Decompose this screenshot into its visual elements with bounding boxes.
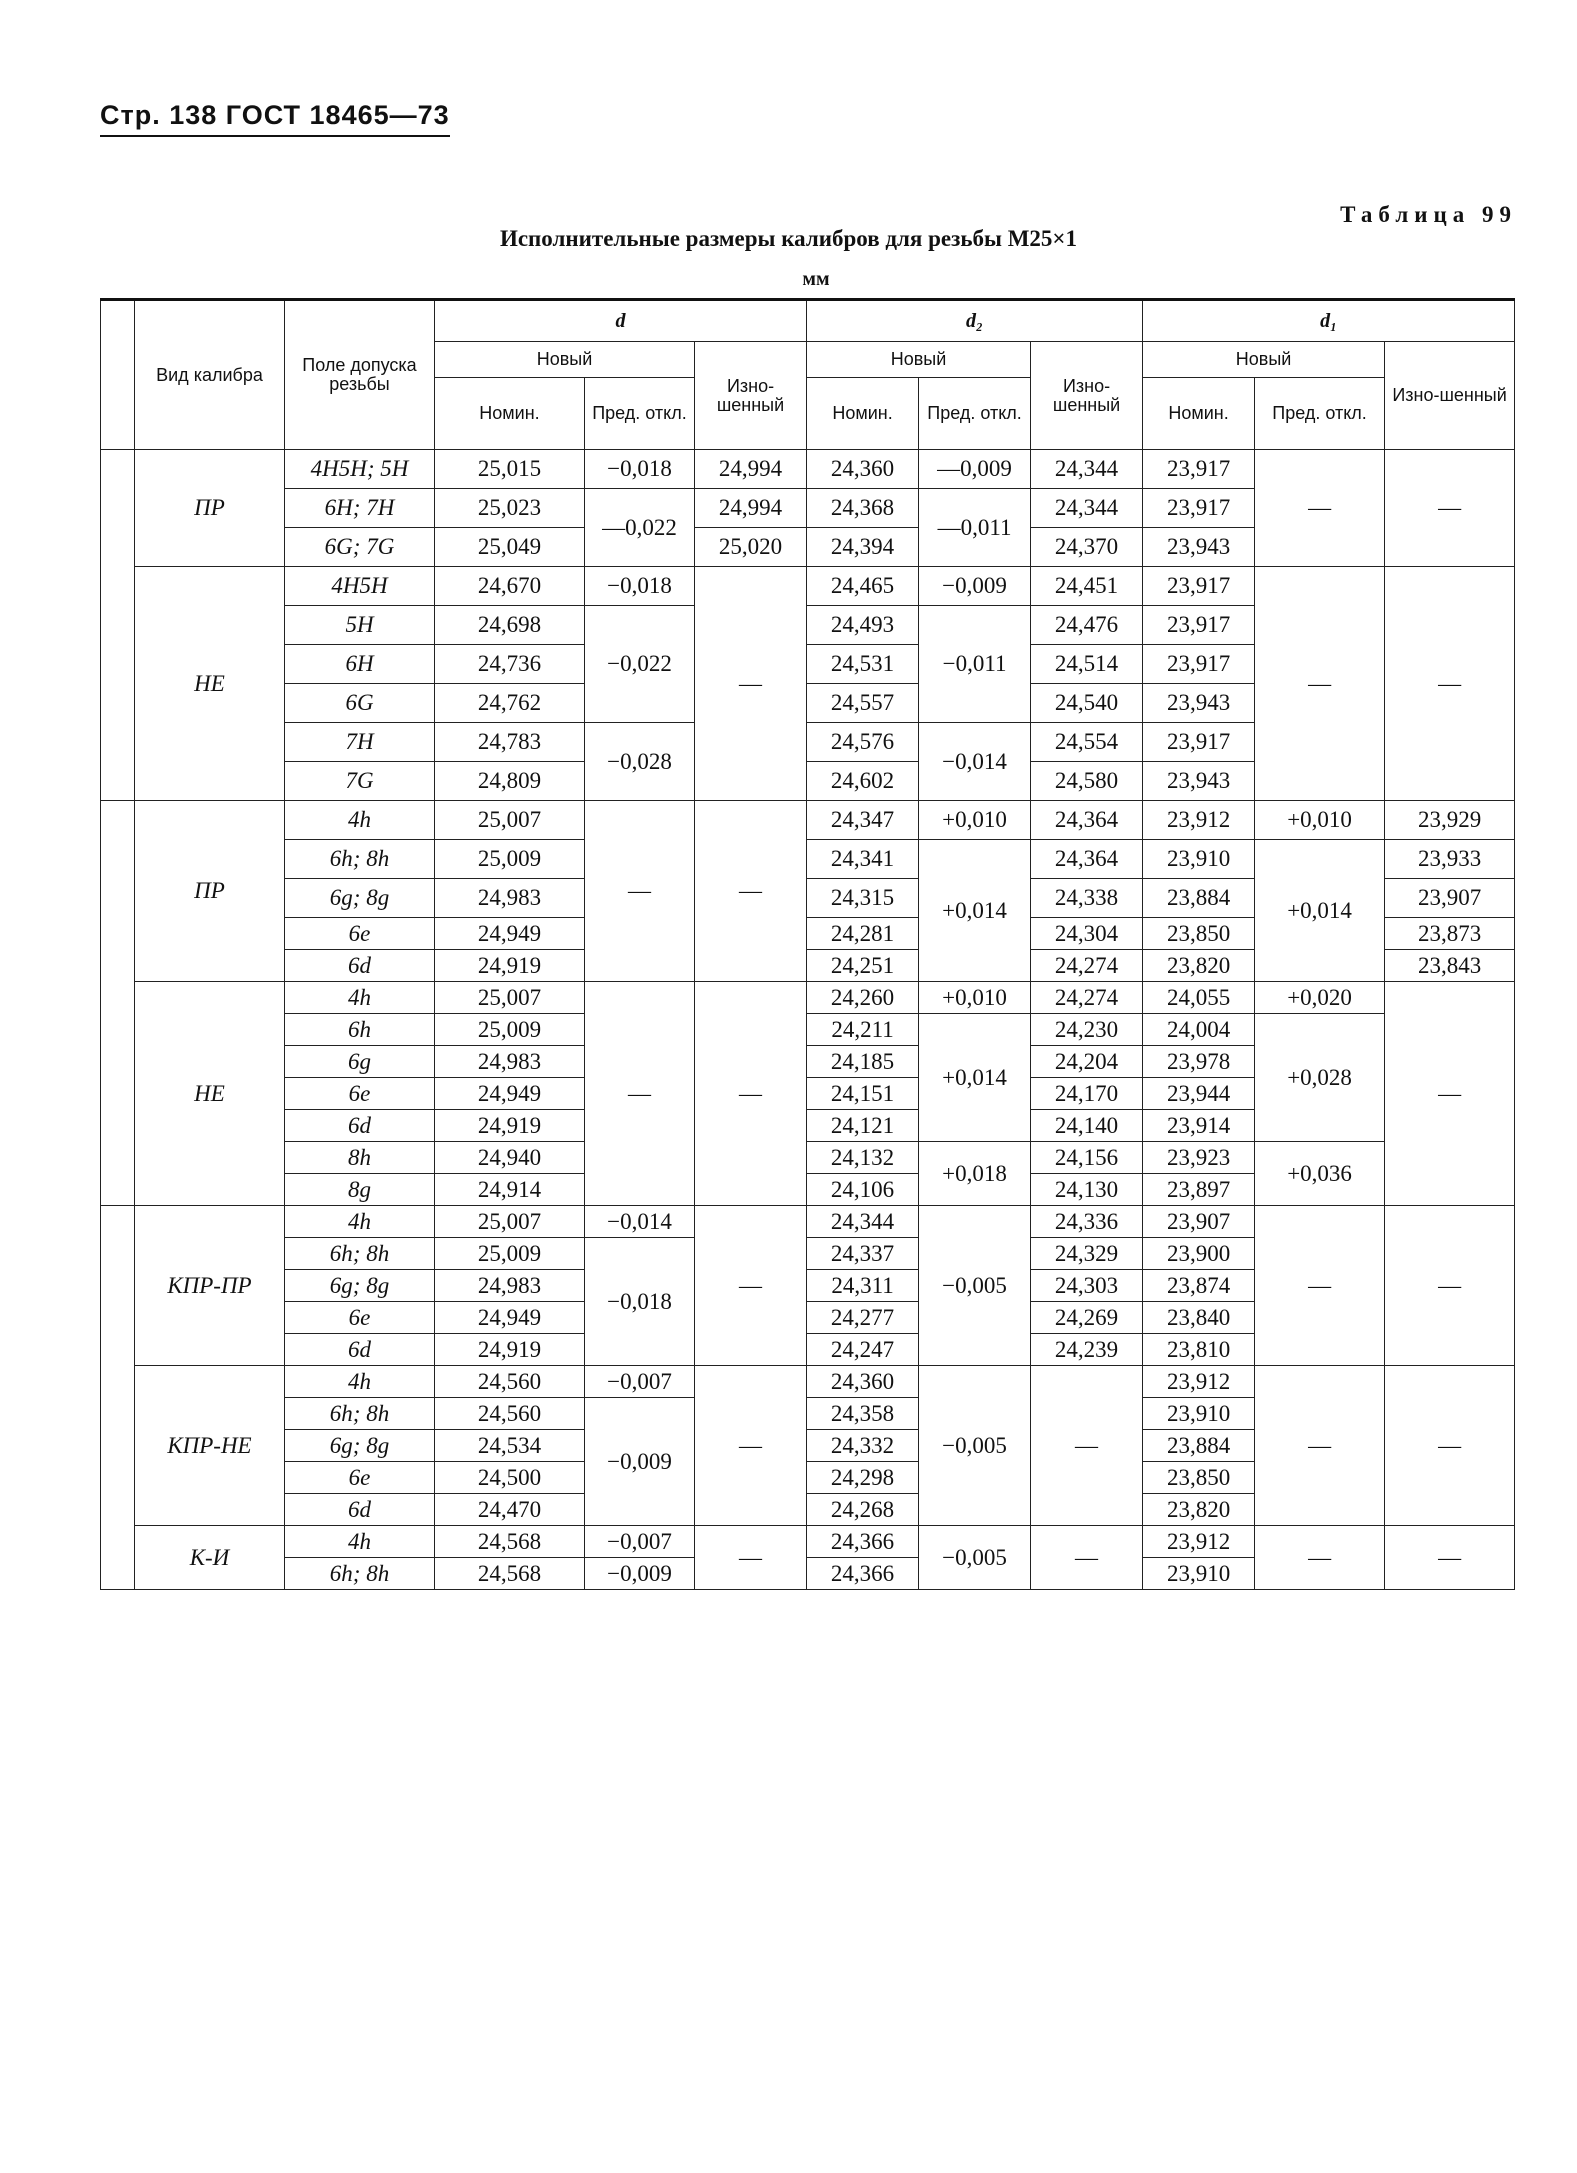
d-nominal-cell: 24,736	[435, 645, 585, 684]
d2-deviation-cell: +0,010	[919, 801, 1031, 840]
tolerance-cell: 6G; 7G	[285, 528, 435, 567]
tolerance-cell: 6e	[285, 918, 435, 950]
d-nominal-cell: 25,009	[435, 1238, 585, 1270]
d1-nominal-cell: 23,910	[1143, 1398, 1255, 1430]
units-label: мм	[802, 268, 830, 290]
d1-nominal-cell: 23,943	[1143, 528, 1255, 567]
d2-worn-cell: 24,451	[1031, 567, 1143, 606]
d2-worn-cell: 24,230	[1031, 1014, 1143, 1046]
d2-deviation-cell: —0,011	[919, 489, 1031, 567]
column-header-d1-deviation: Пред. откл.	[1255, 378, 1385, 450]
d2-nominal-cell: 24,337	[807, 1238, 919, 1270]
d1-nominal-cell: 23,910	[1143, 1558, 1255, 1590]
d1-nominal-cell: 23,897	[1143, 1174, 1255, 1206]
d1-nominal-cell: 23,850	[1143, 918, 1255, 950]
d1-nominal-cell: 23,850	[1143, 1462, 1255, 1494]
d1-nominal-cell: 23,917	[1143, 489, 1255, 528]
d-nominal-cell: 25,007	[435, 1206, 585, 1238]
column-header-d1-nominal: Номин.	[1143, 378, 1255, 450]
d2-nominal-cell: 24,344	[807, 1206, 919, 1238]
tolerance-cell: 6e	[285, 1462, 435, 1494]
column-header-d: d	[435, 300, 807, 342]
table-row	[101, 801, 1515, 840]
d2-worn-cell: 24,274	[1031, 950, 1143, 982]
d2-nominal-cell: 24,360	[807, 1366, 919, 1398]
group-label-rings	[101, 801, 135, 1206]
tolerance-cell: 6g; 8g	[285, 1430, 435, 1462]
d-nominal-cell: 25,015	[435, 450, 585, 489]
d-deviation-cell: —	[585, 982, 695, 1206]
d1-worn-cell: 23,873	[1385, 918, 1515, 950]
d2-nominal-cell: 24,151	[807, 1078, 919, 1110]
d2-deviation-cell: −0,014	[919, 723, 1031, 801]
d-worn-cell: 24,994	[695, 489, 807, 528]
d2-nominal-cell: 24,185	[807, 1046, 919, 1078]
d1-nominal-cell: 23,917	[1143, 645, 1255, 684]
d-deviation-cell: −0,018	[585, 1238, 695, 1366]
d1-deviation-cell: +0,036	[1255, 1142, 1385, 1206]
d-deviation-cell: −0,014	[585, 1206, 695, 1238]
d1-nominal-cell: 23,943	[1143, 684, 1255, 723]
d2-nominal-cell: 24,132	[807, 1142, 919, 1174]
d-nominal-cell: 24,670	[435, 567, 585, 606]
d-deviation-cell: −0,028	[585, 723, 695, 801]
tolerance-cell: 4h	[285, 801, 435, 840]
d1-nominal-cell: 23,912	[1143, 1366, 1255, 1398]
d2-nominal-cell: 24,557	[807, 684, 919, 723]
d2-deviation-cell: −0,005	[919, 1366, 1031, 1526]
d2-deviation-cell: −0,009	[919, 567, 1031, 606]
d-nominal-cell: 24,568	[435, 1526, 585, 1558]
gauge-type-ne: НЕ	[135, 567, 285, 801]
group-label-plugs	[101, 450, 135, 801]
d-worn-cell: —	[695, 1366, 807, 1526]
d2-nominal-cell: 24,268	[807, 1494, 919, 1526]
d1-nominal-cell: 23,810	[1143, 1334, 1255, 1366]
d1-deviation-cell: —	[1255, 567, 1385, 801]
d-nominal-cell: 24,560	[435, 1366, 585, 1398]
d2-worn-cell: 24,554	[1031, 723, 1143, 762]
d-worn-cell: 25,020	[695, 528, 807, 567]
d2-deviation-cell: —0,009	[919, 450, 1031, 489]
d1-nominal-cell: 23,917	[1143, 450, 1255, 489]
column-header-d-new: Новый	[435, 342, 695, 378]
d-nominal-cell: 24,949	[435, 1302, 585, 1334]
d-nominal-cell: 24,809	[435, 762, 585, 801]
tolerance-cell: 4h	[285, 982, 435, 1014]
tolerance-cell: 4H5H	[285, 567, 435, 606]
d-deviation-cell: −0,018	[585, 567, 695, 606]
d-deviation-cell: −0,022	[585, 606, 695, 723]
d2-worn-cell: 24,336	[1031, 1206, 1143, 1238]
d-nominal-cell: 25,023	[435, 489, 585, 528]
d1-nominal-cell: 23,917	[1143, 567, 1255, 606]
column-header-tolerance: Поле допуска резьбы	[285, 300, 435, 450]
d-deviation-cell: −0,007	[585, 1366, 695, 1398]
tolerance-cell: 4h	[285, 1206, 435, 1238]
tolerance-cell: 4h	[285, 1526, 435, 1558]
d2-nominal-cell: 24,347	[807, 801, 919, 840]
d1-nominal-cell: 24,055	[1143, 982, 1255, 1014]
tolerance-cell: 6e	[285, 1078, 435, 1110]
table-row	[101, 450, 1515, 489]
d-nominal-cell: 24,949	[435, 918, 585, 950]
tolerance-cell: 6H	[285, 645, 435, 684]
d2-nominal-cell: 24,465	[807, 567, 919, 606]
d2-deviation-cell: −0,005	[919, 1206, 1031, 1366]
d2-worn-cell: 24,274	[1031, 982, 1143, 1014]
d2-nominal-cell: 24,341	[807, 840, 919, 879]
d1-nominal-cell: 23,917	[1143, 606, 1255, 645]
d1-nominal-cell: 23,912	[1143, 801, 1255, 840]
d-worn-cell: 24,994	[695, 450, 807, 489]
column-header-d2-new: Новый	[807, 342, 1031, 378]
d2-nominal-cell: 24,311	[807, 1270, 919, 1302]
d2-worn-cell: 24,303	[1031, 1270, 1143, 1302]
d-worn-cell: —	[695, 567, 807, 801]
tolerance-cell: 5H	[285, 606, 435, 645]
d2-nominal-cell: 24,394	[807, 528, 919, 567]
column-header-d-nominal: Номин.	[435, 378, 585, 450]
d1-deviation-cell: +0,010	[1255, 801, 1385, 840]
column-header-d1: d₁	[1143, 300, 1515, 342]
d2-worn-cell: 24,170	[1031, 1078, 1143, 1110]
d-nominal-cell: 24,919	[435, 1110, 585, 1142]
d-nominal-cell: 24,949	[435, 1078, 585, 1110]
d1-nominal-cell: 23,840	[1143, 1302, 1255, 1334]
d-nominal-cell: 24,914	[435, 1174, 585, 1206]
d1-nominal-cell: 23,978	[1143, 1046, 1255, 1078]
d2-worn-cell: —	[1031, 1366, 1143, 1526]
d1-worn-cell: —	[1385, 1526, 1515, 1590]
d2-worn-cell: 24,130	[1031, 1174, 1143, 1206]
d1-nominal-cell: 23,944	[1143, 1078, 1255, 1110]
d2-nominal-cell: 24,531	[807, 645, 919, 684]
d-deviation-cell: −0,009	[585, 1398, 695, 1526]
d1-nominal-cell: 23,874	[1143, 1270, 1255, 1302]
d-nominal-cell: 24,783	[435, 723, 585, 762]
d2-worn-cell: 24,269	[1031, 1302, 1143, 1334]
tolerance-cell: 6h; 8h	[285, 1238, 435, 1270]
d2-nominal-cell: 24,251	[807, 950, 919, 982]
column-header-d2-worn: Изно-шенный	[1031, 342, 1143, 450]
d1-deviation-cell: —	[1255, 1206, 1385, 1366]
table-row	[101, 1526, 1515, 1558]
d2-deviation-cell: −0,005	[919, 1526, 1031, 1590]
d2-worn-cell: —	[1031, 1526, 1143, 1590]
gauge-type-kpr-pr: КПР-ПР	[135, 1206, 285, 1366]
d-nominal-cell: 24,470	[435, 1494, 585, 1526]
d1-nominal-cell: 24,004	[1143, 1014, 1255, 1046]
d-nominal-cell: 24,762	[435, 684, 585, 723]
gauge-type-pr: ПР	[135, 450, 285, 567]
gauge-type-ne: НЕ	[135, 982, 285, 1206]
tolerance-cell: 6e	[285, 1302, 435, 1334]
column-header-name	[101, 300, 135, 450]
d-deviation-cell: −0,018	[585, 450, 695, 489]
d-deviation-cell: −0,007	[585, 1526, 695, 1558]
table-row	[101, 1206, 1515, 1238]
d-nominal-cell: 24,698	[435, 606, 585, 645]
d2-worn-cell: 24,239	[1031, 1334, 1143, 1366]
column-header-d1-new: Новый	[1143, 342, 1385, 378]
tolerance-cell: 7H	[285, 723, 435, 762]
tolerance-cell: 6h; 8h	[285, 840, 435, 879]
d1-nominal-cell: 23,923	[1143, 1142, 1255, 1174]
d-worn-cell: —	[695, 982, 807, 1206]
d2-nominal-cell: 24,315	[807, 879, 919, 918]
d-nominal-cell: 24,983	[435, 879, 585, 918]
d2-worn-cell: 24,370	[1031, 528, 1143, 567]
tolerance-cell: 6d	[285, 950, 435, 982]
d-nominal-cell: 24,500	[435, 1462, 585, 1494]
d1-nominal-cell: 23,943	[1143, 762, 1255, 801]
d1-worn-cell: 23,933	[1385, 840, 1515, 879]
d1-nominal-cell: 23,914	[1143, 1110, 1255, 1142]
d2-nominal-cell: 24,602	[807, 762, 919, 801]
d2-worn-cell: 24,204	[1031, 1046, 1143, 1078]
d-nominal-cell: 24,560	[435, 1398, 585, 1430]
tolerance-cell: 6d	[285, 1494, 435, 1526]
group-label-control	[101, 1206, 135, 1590]
d2-nominal-cell: 24,260	[807, 982, 919, 1014]
d2-worn-cell: 24,304	[1031, 918, 1143, 950]
d2-nominal-cell: 24,366	[807, 1526, 919, 1558]
d2-deviation-cell: −0,011	[919, 606, 1031, 723]
tolerance-cell: 8g	[285, 1174, 435, 1206]
d1-worn-cell: 23,843	[1385, 950, 1515, 982]
d-nominal-cell: 24,919	[435, 1334, 585, 1366]
d1-nominal-cell: 23,917	[1143, 723, 1255, 762]
d1-nominal-cell: 23,820	[1143, 950, 1255, 982]
gauge-type-pr: ПР	[135, 801, 285, 982]
d2-worn-cell: 24,156	[1031, 1142, 1143, 1174]
d2-nominal-cell: 24,368	[807, 489, 919, 528]
d-nominal-cell: 25,009	[435, 840, 585, 879]
page-header: Стр. 138 ГОСТ 18465—73	[100, 100, 450, 137]
d2-worn-cell: 24,140	[1031, 1110, 1143, 1142]
d2-nominal-cell: 24,121	[807, 1110, 919, 1142]
d2-nominal-cell: 24,332	[807, 1430, 919, 1462]
column-header-d2: d₂	[807, 300, 1143, 342]
d2-nominal-cell: 24,106	[807, 1174, 919, 1206]
tolerance-cell: 6H; 7H	[285, 489, 435, 528]
tolerance-cell: 6h	[285, 1014, 435, 1046]
d2-worn-cell: 24,476	[1031, 606, 1143, 645]
d-nominal-cell: 24,919	[435, 950, 585, 982]
d-nominal-cell: 24,568	[435, 1558, 585, 1590]
d1-nominal-cell: 23,884	[1143, 879, 1255, 918]
d1-worn-cell: —	[1385, 450, 1515, 567]
tolerance-cell: 6g	[285, 1046, 435, 1078]
table-number: Таблица 99	[1340, 202, 1517, 227]
d1-nominal-cell: 23,907	[1143, 1206, 1255, 1238]
d2-nominal-cell: 24,298	[807, 1462, 919, 1494]
d1-deviation-cell: —	[1255, 1526, 1385, 1590]
table-row	[101, 1014, 1515, 1046]
d2-worn-cell: 24,364	[1031, 840, 1143, 879]
d1-deviation-cell: +0,028	[1255, 1014, 1385, 1142]
tolerance-cell: 4H5H; 5H	[285, 450, 435, 489]
d1-deviation-cell: —	[1255, 1366, 1385, 1526]
d1-worn-cell: —	[1385, 982, 1515, 1206]
d-deviation-cell: −0,009	[585, 1558, 695, 1590]
d1-nominal-cell: 23,910	[1143, 840, 1255, 879]
d2-nominal-cell: 24,247	[807, 1334, 919, 1366]
column-header-d2-nominal: Номин.	[807, 378, 919, 450]
tolerance-cell: 6d	[285, 1334, 435, 1366]
d2-nominal-cell: 24,277	[807, 1302, 919, 1334]
table-row	[101, 1142, 1515, 1174]
d2-nominal-cell: 24,493	[807, 606, 919, 645]
d2-worn-cell: 24,344	[1031, 489, 1143, 528]
column-header-d2-deviation: Пред. откл.	[919, 378, 1031, 450]
d2-nominal-cell: 24,281	[807, 918, 919, 950]
d2-nominal-cell: 24,366	[807, 1558, 919, 1590]
d2-worn-cell: 24,329	[1031, 1238, 1143, 1270]
d1-nominal-cell: 23,884	[1143, 1430, 1255, 1462]
d-nominal-cell: 25,007	[435, 801, 585, 840]
d2-worn-cell: 24,344	[1031, 450, 1143, 489]
d1-worn-cell: —	[1385, 1366, 1515, 1526]
tolerance-cell: 6h; 8h	[285, 1558, 435, 1590]
tolerance-cell: 7G	[285, 762, 435, 801]
table-row	[101, 982, 1515, 1014]
d2-deviation-cell: +0,010	[919, 982, 1031, 1014]
gauge-dimensions-table	[100, 298, 1515, 1590]
column-header-gauge-type: Вид калибра	[135, 300, 285, 450]
table-caption: Исполнительные размеры калибров для резьбы М25×1	[499, 226, 1078, 251]
tolerance-cell: 6h; 8h	[285, 1398, 435, 1430]
d-nominal-cell: 24,940	[435, 1142, 585, 1174]
d-nominal-cell: 24,983	[435, 1046, 585, 1078]
d2-worn-cell: 24,540	[1031, 684, 1143, 723]
d-worn-cell: —	[695, 801, 807, 982]
d1-worn-cell: —	[1385, 1206, 1515, 1366]
d1-deviation-cell: +0,014	[1255, 840, 1385, 982]
d-nominal-cell: 25,007	[435, 982, 585, 1014]
d1-nominal-cell: 23,912	[1143, 1526, 1255, 1558]
d-nominal-cell: 24,983	[435, 1270, 585, 1302]
d1-worn-cell: 23,907	[1385, 879, 1515, 918]
tolerance-cell: 8h	[285, 1142, 435, 1174]
d1-worn-cell: —	[1385, 567, 1515, 801]
d2-worn-cell: 24,364	[1031, 801, 1143, 840]
d2-worn-cell: 24,338	[1031, 879, 1143, 918]
d2-deviation-cell: +0,014	[919, 840, 1031, 982]
column-header-d-deviation: Пред. откл.	[585, 378, 695, 450]
d1-deviation-cell: —	[1255, 450, 1385, 567]
d1-nominal-cell: 23,820	[1143, 1494, 1255, 1526]
d1-worn-cell: 23,929	[1385, 801, 1515, 840]
tolerance-cell: 4h	[285, 1366, 435, 1398]
d-deviation-cell: —0,022	[585, 489, 695, 567]
d2-nominal-cell: 24,360	[807, 450, 919, 489]
table-row	[101, 1366, 1515, 1398]
d2-worn-cell: 24,514	[1031, 645, 1143, 684]
d2-deviation-cell: +0,018	[919, 1142, 1031, 1206]
tolerance-cell: 6G	[285, 684, 435, 723]
d-worn-cell: —	[695, 1526, 807, 1590]
d2-deviation-cell: +0,014	[919, 1014, 1031, 1142]
tolerance-cell: 6g; 8g	[285, 879, 435, 918]
d-nominal-cell: 25,049	[435, 528, 585, 567]
d1-nominal-cell: 23,900	[1143, 1238, 1255, 1270]
d1-deviation-cell: +0,020	[1255, 982, 1385, 1014]
tolerance-cell: 6g; 8g	[285, 1270, 435, 1302]
d2-nominal-cell: 24,358	[807, 1398, 919, 1430]
gauge-type-k-i: К-И	[135, 1526, 285, 1590]
d-deviation-cell: —	[585, 801, 695, 982]
d2-worn-cell: 24,580	[1031, 762, 1143, 801]
d2-nominal-cell: 24,576	[807, 723, 919, 762]
d-nominal-cell: 24,534	[435, 1430, 585, 1462]
column-header-d-worn: Изно-шенный	[695, 342, 807, 450]
table-row	[101, 567, 1515, 606]
tolerance-cell: 6d	[285, 1110, 435, 1142]
column-header-d1-worn: Изно-шенный	[1385, 342, 1515, 450]
d2-nominal-cell: 24,211	[807, 1014, 919, 1046]
table-row	[101, 840, 1515, 879]
gauge-type-kpr-ne: КПР-НЕ	[135, 1366, 285, 1526]
d-nominal-cell: 25,009	[435, 1014, 585, 1046]
d-worn-cell: —	[695, 1206, 807, 1366]
